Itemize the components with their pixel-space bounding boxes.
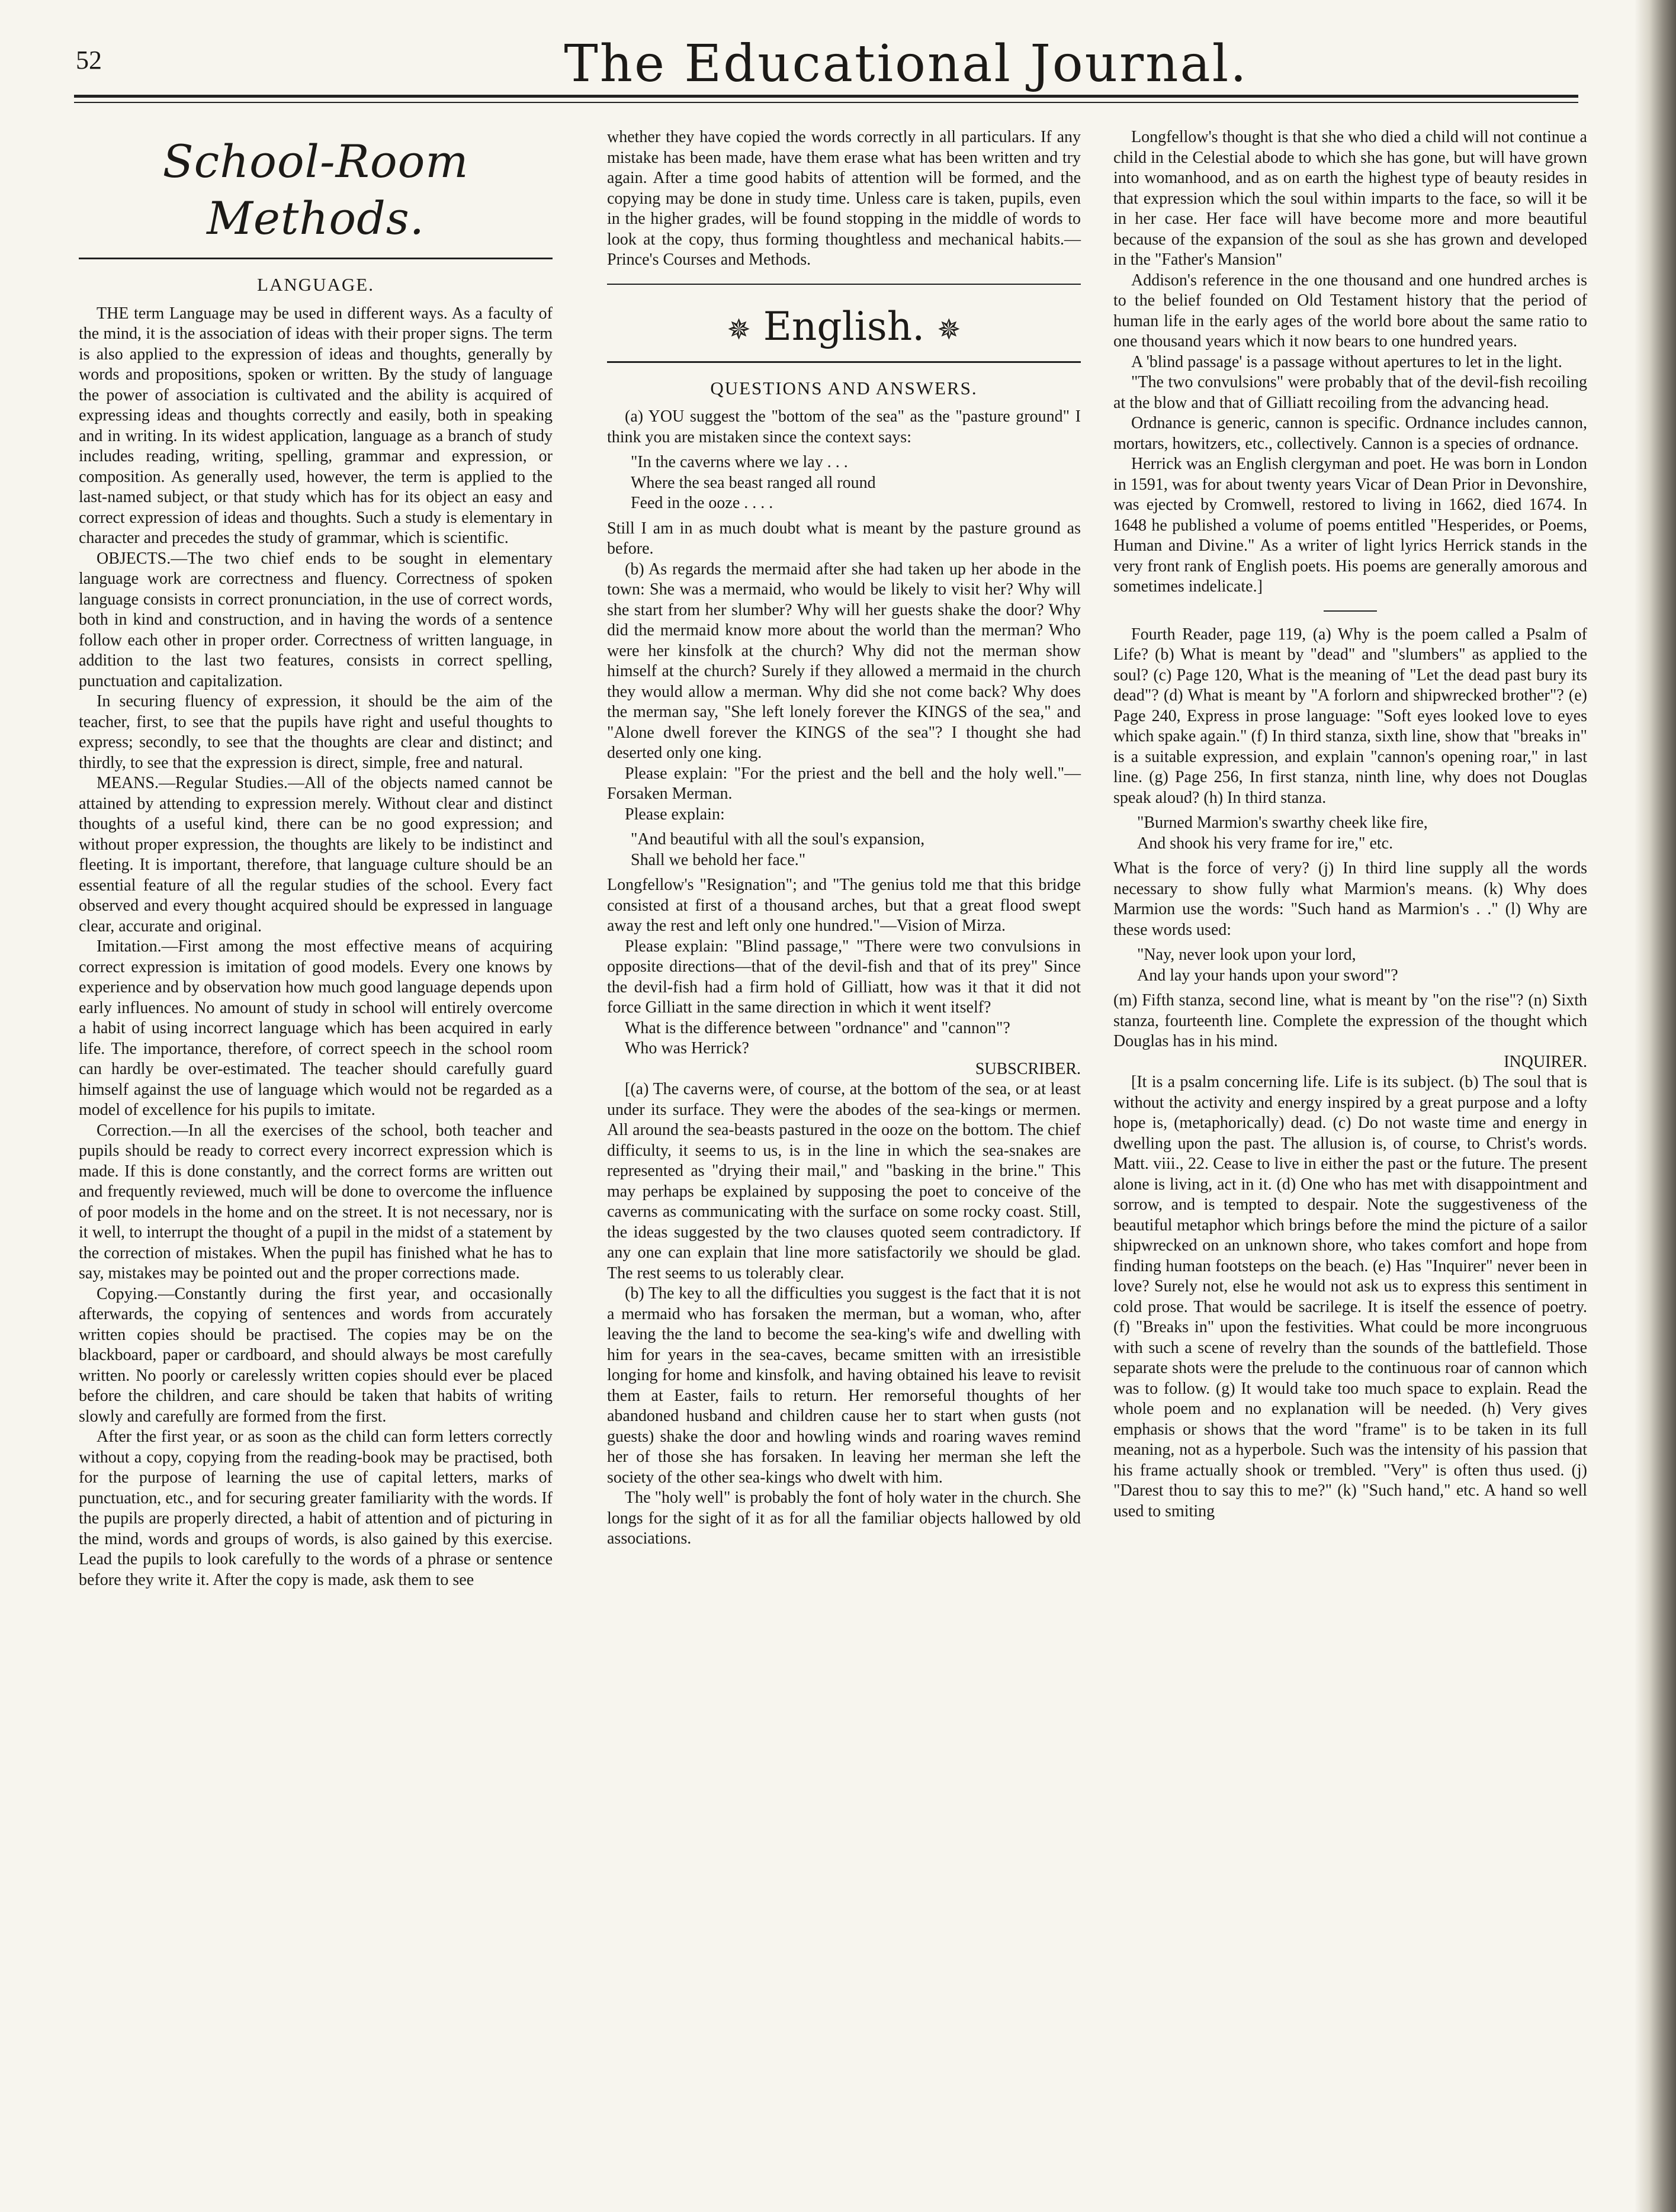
answer: The "holy well" is probably the font of holy water in the church. She longs for the sight of it as for all the familiar objects hallowed by old associations. bbox=[607, 1488, 1081, 1548]
verse-line: "And beautiful with all the soul's expansion, bbox=[631, 830, 925, 848]
question: What is the force of very? (j) In third line supply all the words necessary to show fully what Marmion's means. (k) Why does Marmion use the words: "Such hand as Marmion's . ." (l) Why are these words used: bbox=[1113, 859, 1587, 939]
answer: Longfellow's thought is that she who died a child will not continue a child in the Celestial abode to which she has gone, but will have grown into womanhood, and as on earth the highest type of beauty resides in that expression which the soul within imparts to the face, so will it be in her case. Her face will have become more and more beautiful because of the expansion of the soul as she has grown and developed in the "Father's Mansion" bbox=[1113, 128, 1587, 269]
continuation-paragraph: whether they have copied the words correctly in all particulars. If any mistake has been made, have them erase what has been written and try again. After a time good habits of attention will be formed, and the copying may be done in study time. Unless care is taken, pupils, even in the higher grades, will be found stopping in the middle of words to look at the copy, thus forming thoughtless and mechanical habits.—Prince's Courses and Methods. bbox=[607, 128, 1081, 269]
question: Who was Herrick? bbox=[625, 1039, 749, 1057]
school-room-methods-title: School-Room Methods. bbox=[162, 135, 469, 245]
answer: (b) The key to all the difficulties you suggest is the fact that it is not a mermaid who has forsaken the merman, but a woman, who, after leaving the the land to become the sea-king's wife and dwelling with him for years in the sea-caves, became smitten with an irresistible longing for home and kinsfolk, and having obtained his leave to revisit them at Easter, fails to return. Her remorseful thoughts of her abandoned husband and children cause her to start when gusts (not guests) shake the door and howling winds and roaring waves remind her of those she has forsaken. In leaving her merman she left the society of the other sea-kings who dwelt with him. bbox=[607, 1284, 1081, 1487]
header-rule-thin bbox=[74, 102, 1578, 103]
question: (m) Fifth stanza, second line, what is meant by "on the rise"? (n) Sixth stanza, fourteenth line. Complete the expression of the thought which Douglas has in his mind. bbox=[1113, 991, 1587, 1050]
verse-line: "In the caverns where we lay . . . bbox=[631, 453, 848, 471]
divider bbox=[1324, 610, 1377, 612]
paragraph: Imitation.—First among the most effective means of acquiring correct expression is imitation of good models. Every one knows by experience and by observation how much good language depends upon early influences. No amount of study in school will entirely overcome a habit of using incorrect language which has been acquired in early life. The importance, therefore, of correct speech in the school room can hardly be over-estimated. The teacher should carefully guard himself against the use of language which would not be regarded as a model of excellence for his pupils to imitate. bbox=[79, 937, 553, 1119]
question: Please explain: "Blind passage," "There were two convulsions in opposite directions—that of the devil-fish and that of its prey" Since the devil-fish had a firm hold of Gilliatt, how was it that it did not force Gilliatt in the same direction in which it went itself? bbox=[607, 937, 1081, 1017]
language-subheading: LANGUAGE. bbox=[257, 274, 374, 295]
inquirer-signature: INQUIRER. bbox=[1504, 1052, 1587, 1071]
question: Fourth Reader, page 119, (a) Why is the poem called a Psalm of Life? (b) What is meant by "dead" and "slumbers" as applied to the soul? (c) Page 120, What is the meaning of "Let the dead past bury its dead"? (d) What is meant by "A forlorn and shipwrecked brother"? (e) Page 240, Express in prose language: "Soft eyes looked love to eyes which spake again." (f) In third stanza, sixth line, show that "breaks in" is a suitable expression, and explain "cannon's opening roar," in last line. (g) Page 256, In first stanza, ninth line, why does not Douglas speak aloud? (h) In third stanza. bbox=[1113, 625, 1587, 807]
answer: Addison's reference in the one thousand and one hundred arches is to the belief founded on Old Testament history that the period of human life in the early ages of the world bore about the same ratio to one thousand years which it now bears to one hundred years. bbox=[1113, 271, 1587, 351]
verse-quote bbox=[631, 830, 1081, 870]
answer: "The two convulsions" were probably that of the devil-fish recoiling at the blow and that of Gilliatt recoiling from the advancing head. bbox=[1113, 373, 1587, 412]
paragraph: Copying.—Constantly during the first year, and occasionally afterwards, the copying of sentences and words from accurately written copies should be practised. The copies may be on the blackboard, paper or cardboard, and should always be most carefully written. No poorly or carelessly written copies should ever be placed before the children, and care should be taken that habits of writing slowly and carefully are formed from the first. bbox=[79, 1284, 553, 1426]
verse-quote bbox=[1137, 945, 1587, 986]
left-column bbox=[79, 127, 553, 1590]
question: (b) As regards the mermaid after she had taken up her abode in the town: She was a mermaid, who would be likely to visit her? Why will she start from her slumber? Why will her guests shake the door? Why did the mermaid know more about the world than the merman? Who were her kinsfolk at the church? Why did not the merman show himself at the church? Surely if they allowed a mermaid in the church they would allow a merman. Why did she not come back? Why does the merman say, "She left lonely forever the KINGS of the sea," and "Alone dwell forever the KINGS of the sea"? I thought she had deserted only one king. bbox=[607, 560, 1081, 762]
question: Longfellow's "Resignation"; and "The genius told me that this bridge consisted at first of a thousand arches, but that a great flood swept away the rest and left only one hundred."—Vision of Mirza. bbox=[607, 876, 1081, 935]
question: Still I am in as much doubt what is meant by the pasture ground as before. bbox=[607, 519, 1081, 558]
questions-answers-subheading: QUESTIONS AND ANSWERS. bbox=[710, 377, 978, 398]
middle-column bbox=[607, 127, 1081, 1549]
verse-line: Feed in the ooze . . . . bbox=[631, 494, 773, 512]
verse-line: "Nay, never look upon your lord, bbox=[1137, 946, 1356, 964]
verse-line: Where the sea beast ranged all round bbox=[631, 473, 876, 492]
paragraph: THE term Language may be used in different ways. As a faculty of the mind, it is the association of ideas with their proper signs. The term is also applied to the expression of ideas and thoughts, generally by words and propositions, spoken or written. By the study of language the power of association is cultivated and the ability is acquired of expressing ideas and thoughts correctly and easily, both in speaking and in writing. In its widest application, language as a branch of study includes reading, writing, spelling, grammar and expression, or composition. As generally used, however, the term is applied to the last-named subject, or that study which has for its object an easy and correct expression of ideas and thoughts. Such a study is elementary in character and precedes the study of grammar, which is scientific. bbox=[79, 304, 553, 547]
english-section-header bbox=[607, 300, 1081, 356]
question: Please explain: bbox=[625, 805, 725, 824]
question: Please explain: "For the priest and the bell and the holy well."—Forsaken Merman. bbox=[607, 764, 1081, 803]
english-title: English. bbox=[763, 303, 925, 349]
paragraph: OBJECTS.—The two chief ends to be sought in elementary language work are correctness and fluency. Correctness of spoken language consists in correct pronunciation, in the use of correct words, both in kind and construction, and in having the words of a sentence follow each other in proper order. Correctness of written language, in addition to the last two features, consists in correct spelling, punctuation and capitalization. bbox=[79, 549, 553, 690]
question: (a) YOU suggest the "bottom of the sea" as the "pasture ground" I think you are mistaken since the context says: bbox=[607, 407, 1081, 446]
paragraph: MEANS.—Regular Studies.—All of the objects named cannot be attained by attending to expression merely. Without clear and distinct thoughts of a useful kind, there can be no good expression; and without proper expression, the thoughts are likely to be indistinct and fleeting. It is important, therefore, that language culture should be an essential feature of all the regular studies of the school. Every fact observed and every thought acquired should be expressed in language clear, accurate and original. bbox=[79, 774, 553, 935]
answer: [(a) The caverns were, of course, at the bottom of the sea, or at least under its surface. They were the abodes of the sea-kings or mermen. All around the sea-beasts pastured in the ooze on the bottom. The chief difficulty, it seems to us, is in the line in which the sea-snakes are represented as "drying their mail," and "basking in the brine." This may perhaps be explained by supposing the poet to conceive of the caverns as communicating with the surface on some rocky coast. Still, the ideas suggested by the two clauses quoted seem contradictory. If any one can explain that line more satisfactorily we should be glad. The rest seems to us tolerably clear. bbox=[607, 1080, 1081, 1282]
verse-line: And lay your hands upon your sword"? bbox=[1137, 966, 1398, 985]
header-rule-thick bbox=[74, 95, 1578, 98]
journal-title: The Educational Journal. bbox=[564, 34, 1248, 94]
right-column bbox=[1113, 127, 1587, 1522]
verse-line: And shook his very frame for ire," etc. bbox=[1137, 834, 1394, 853]
verse-line: "Burned Marmion's swarthy cheek like fire, bbox=[1137, 814, 1428, 832]
section-rule bbox=[79, 258, 553, 259]
verse-quote bbox=[1137, 813, 1587, 854]
subscriber-signature: SUBSCRIBER. bbox=[975, 1059, 1081, 1078]
answer: A 'blind passage' is a passage without apertures to let in the light. bbox=[1131, 352, 1562, 371]
paragraph: After the first year, or as soon as the child can form letters correctly without a copy, copying from the reading-book may be practised, both for the purpose of learning the use of capital letters, marks of punctuation, etc., and for securing greater familiarity with the words. If the pupils are properly directed, a habit of attention and of picturing in the mind, words and groups of words, is also gained by this exercise. Lead the pupils to look carefully to the words of a phrase or sentence before they write it. After the copy is made, ask them to see bbox=[79, 1427, 553, 1589]
paragraph: Correction.—In all the exercises of the school, both teacher and pupils should be ready to correct every incorrect expression which is made. If this is done constantly, and the correct forms are written out and frequently reviewed, much will be done to overcome the influence of poor models in the home and on the street. It is not necessary, nor is it well, to interrupt the thought of a pupil in the midst of a statement by the correction of mistakes. When the pupil has finished what he has to say, mistakes may be pointed out and the proper corrections made. bbox=[79, 1121, 553, 1282]
section-rule bbox=[607, 361, 1081, 363]
section-rule bbox=[607, 284, 1081, 285]
page-number: 52 bbox=[76, 46, 102, 75]
page-edge-shadow bbox=[1635, 0, 1676, 2212]
answer: Ordnance is generic, cannon is specific. Ordnance includes cannon, mortars, howitzers, etc., collectively. Cannon is a species of ordnance. bbox=[1113, 414, 1587, 453]
paragraph: In securing fluency of expression, it should be the aim of the teacher, first, to see that the pupils have right and useful thoughts to express; secondly, to see that the thoughts are clear and distinct; and thirdly, to see that the expression is direct, simple, free and natural. bbox=[79, 692, 553, 772]
masthead bbox=[0, 0, 1676, 101]
answer: Herrick was an English clergyman and poet. He was born in London in 1591, was for about twenty years Vicar of Dean Prior in Devonshire, was ejected by Cromwell, restored to living in 1662, died 1674. In 1648 he published a volume of poems entitled "Hesperides, or Poems, Human and Divine." As a writer of light lyrics Herrick stands in the very front rank of English poets. His poems are generally amorous and sometimes indelicate.] bbox=[1113, 455, 1587, 596]
asterism-icon: ✵ bbox=[727, 313, 751, 346]
answer: [It is a psalm concerning life. Life is its subject. (b) The soul that is without the activity and energy inspired by a great purpose and a lofty hope is, (metaphorically) dead. (c) Do not waste time and energy in dwelling upon the past. The allusion is, of course, to Christ's words. Matt. viii., 22. Cease to live in either the past or the future. The present alone is living, act in it. (d) One who has met with disappointment and sorrow, and is tempted to despair. Note the suggestiveness of the beautiful metaphor which brings before the mind the picture of a sailor shipwrecked on an unknown shore, who takes comfort and hope from finding human footsteps on the beach. (e) Has "Inquirer" never been in love? Surely not, else he would not ask us to express this sentiment in cold prose. That would be sacrilege. It is itself the essence of poetry. (f) "Breaks in" upon the festivities. What could be more incongruous with such a scene of revelry than the sounds of the battlefield. Those separate shots were the prelude to the continuous roar of cannon which was to follow. (g) It would take too much space to explain. Read the whole poem and no explanation will be needed. (h) Very gives emphasis or shows that the word "frame" is to be taken in its full meaning, not as a hyperbole. Such was the intensity of his passion that his frame actually shook or trembled. "Very" is often thus used. (j) "Darest thou to say this to me?" (k) "Such hand," etc. A hand so well used to smiting bbox=[1113, 1073, 1587, 1520]
verse-quote bbox=[631, 452, 1081, 514]
question: What is the difference between "ordnance" and "cannon"? bbox=[625, 1018, 1010, 1037]
asterism-icon: ✵ bbox=[937, 313, 961, 346]
verse-line: Shall we behold her face." bbox=[631, 850, 806, 869]
